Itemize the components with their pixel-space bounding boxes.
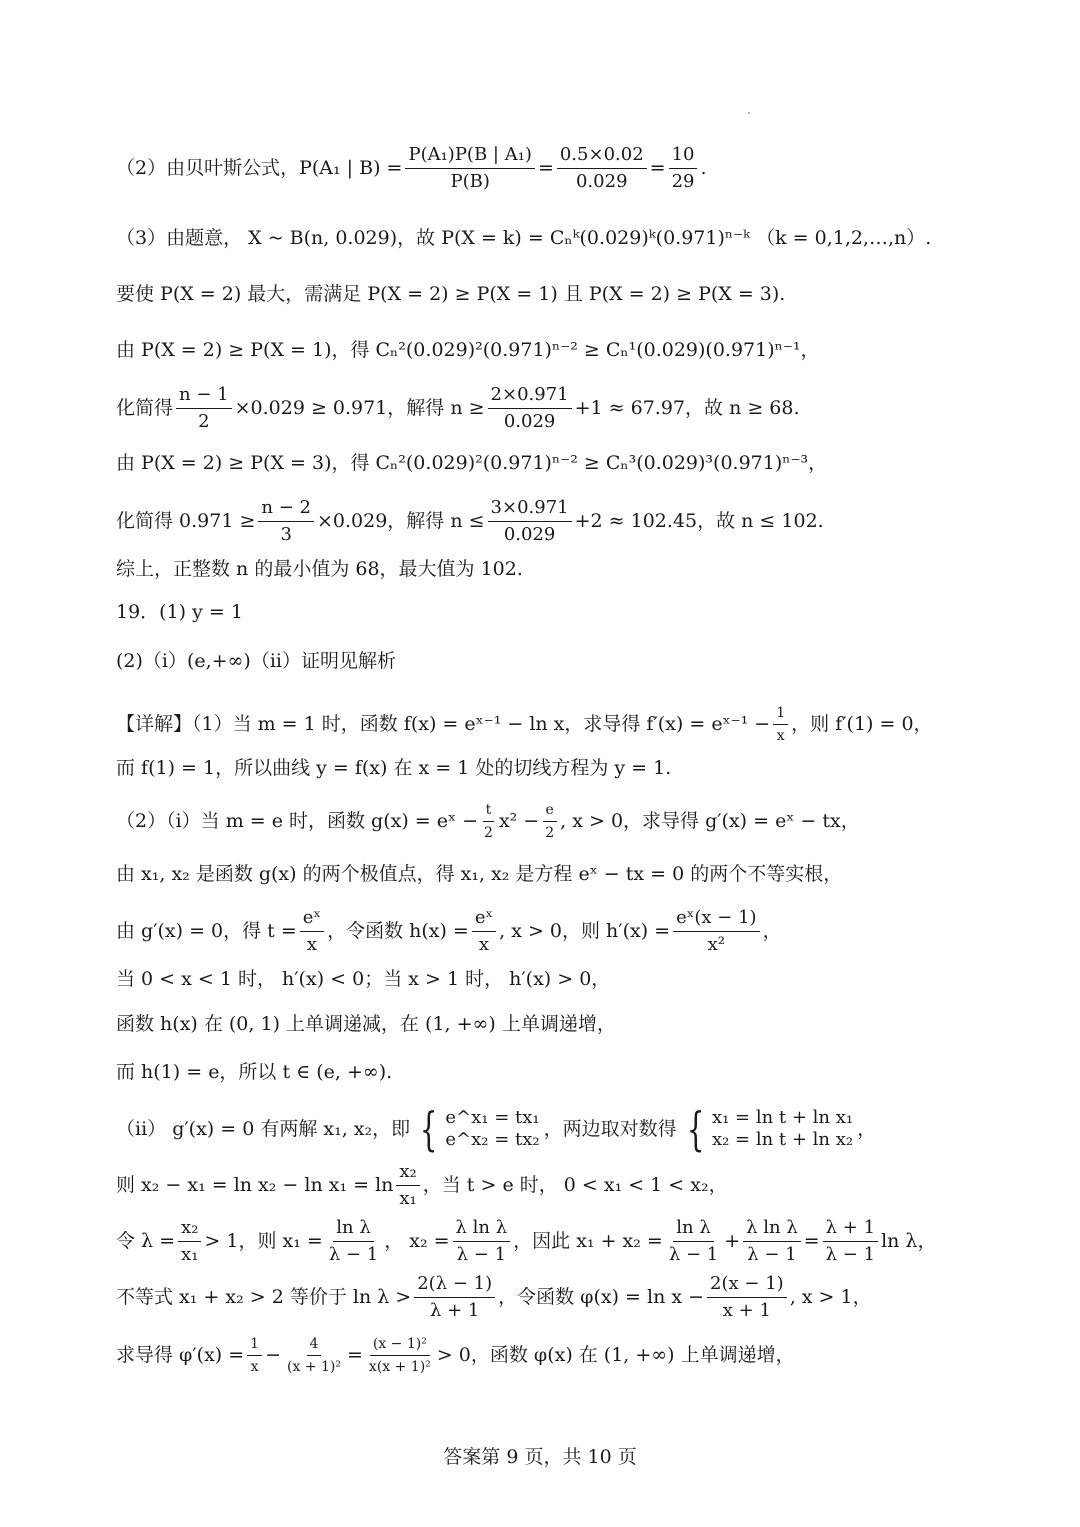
numerator: 2×0.971 [488,384,572,409]
fraction [666,1217,721,1266]
numerator: 4 [307,1335,322,1356]
fraction [488,384,572,433]
fraction [258,497,314,546]
numerator: 1 [773,704,788,725]
denominator: x + 1 [722,1299,771,1321]
line-monotone [116,1012,1040,1036]
text: （3）由题意， X ~ B(n, 0.029)，故 P(X = k) = Cₙᵏ(0.029)ᵏ(0.971)ⁿ⁻ᵏ （k = 0,1,2,…,n）. [116,227,932,249]
fraction [707,1273,787,1322]
text: 化简得 0.971 ≥ [116,510,256,532]
denominator: x² [707,933,726,955]
numerator: x₂ [178,1217,201,1242]
denominator: x(x + 1)² [368,1358,431,1375]
numerator: 3×0.971 [488,497,572,522]
denominator: λ + 1 [429,1299,480,1321]
fraction [673,907,759,956]
denominator: x₁ [399,1187,417,1209]
page-footer: 答案第 9 页，共 10 页 [443,1446,637,1468]
line-bayes [116,140,1040,196]
text: = [537,157,554,179]
denominator: 3 [280,523,292,545]
text: 19．(1) y = 1 [116,601,243,623]
text: ，两边取对数得 [543,1118,677,1140]
text: 综上，正整数 n 的最小值为 68，最大值为 102. [116,558,523,580]
denominator: x [250,1358,259,1375]
speck [748,112,750,114]
denominator: x [776,727,785,744]
text: + [724,1230,741,1252]
line-ineq-2 [116,451,1040,475]
text: x² − [498,810,540,832]
denominator: λ − 1 [456,1243,507,1265]
numerator: n − 1 [176,384,232,409]
denominator: 0.029 [503,410,556,432]
denominator: 0.029 [503,523,556,545]
text: > 0，函数 φ(x) 在 (1, +∞) 上单调递增， [436,1344,795,1366]
text: ln λ， [881,1230,937,1252]
denominator: x [478,933,490,955]
text: , x > 1， [789,1286,872,1308]
text: 要使 P(X = 2) 最大，需满足 P(X = 2) ≥ P(X = 1) 且 P(X = 2) ≥ P(X = 3). [116,283,786,305]
text: ，则 f′(1) = 0， [791,713,933,735]
fraction [414,1273,495,1322]
brace: { [419,1102,438,1156]
line-h-def [116,906,1040,956]
denominator: λ − 1 [668,1243,719,1265]
numerator: 1 [247,1335,262,1356]
text: （2）由贝叶斯公式，P(A₁ | B) = [116,157,403,179]
text: 不等式 x₁ + x₂ > 2 等价于 ln λ > [116,1286,412,1308]
line-q19-2 [116,649,1040,673]
system-row: e^x₂ = tx₂ [445,1129,540,1150]
fraction [773,704,788,745]
numerator: P(A₁)P(B | A₁) [405,144,534,169]
text: +2 ≈ 102.45，故 n ≤ 102. [574,510,824,532]
text: ×0.029，解得 n ≤ [316,510,485,532]
fraction [178,1217,201,1266]
fraction [669,144,698,193]
numerator: eˣ [300,907,324,932]
line-part-2i [116,796,1040,846]
text: ， x₂ = [384,1230,450,1252]
numerator: λ + 1 [823,1217,878,1242]
line-ineq-1 [116,338,1040,362]
fraction [481,801,496,842]
denominator: x [306,933,317,955]
text: 【详解】（1）当 m = 1 时，函数 f(x) = eˣ⁻¹ − ln x，求导得 f′(x) = eˣ⁻¹ − [116,713,771,735]
text: +1 ≈ 67.97，故 n ≥ 68. [574,397,800,419]
text: . [700,157,707,179]
line-q19-1 [116,600,1040,624]
fraction [326,1217,381,1266]
text: , x > 0，求导得 g′(x) = eˣ − tx， [560,810,860,832]
text: = [803,1230,820,1252]
text: 求导得 φ′(x) = [116,1344,245,1366]
fraction [488,497,572,546]
text: ×0.029 ≥ 0.971，解得 n ≥ [234,397,485,419]
text: ， [762,920,782,942]
text: 令 λ = [116,1230,176,1252]
system-row: e^x₁ = tx₁ [445,1107,540,1128]
text: 由 P(X = 2) ≥ P(X = 1)，得 Cₙ²(0.029)²(0.971)ⁿ⁻² ≥ Cₙ¹(0.029)(0.971)ⁿ⁻¹， [116,339,820,361]
fraction [743,1217,801,1266]
denominator: λ − 1 [328,1243,379,1265]
text: 而 h(1) = e，所以 t ∈ (e, +∞). [116,1061,393,1083]
fraction [542,801,557,842]
text: 由 x₁, x₂ 是函数 g(x) 的两个极值点，得 x₁, x₂ 是方程 eˣ − tx = 0 的两个不等实根， [116,863,843,885]
numerator: ln λ [673,1217,713,1242]
numerator: eˣ(x − 1) [673,907,759,932]
text: 而 f(1) = 1，所以曲线 y = f(x) 在 x = 1 处的切线方程为 y = 1. [116,757,672,779]
fraction [284,1335,344,1376]
numerator: eˣ [472,907,496,932]
fraction [247,1335,262,1376]
text: = [347,1344,363,1366]
denominator: x₁ [181,1243,199,1265]
text: ，令函数 φ(x) = ln x − [498,1286,705,1308]
text: （2）（i）当 m = e 时，函数 g(x) = eˣ − [116,810,479,832]
denominator: 2 [545,824,555,841]
text: 当 0 < x < 1 时， h′(x) < 0；当 x > 1 时， h′(x) > 0， [116,968,611,990]
numerator: x₂ [396,1161,419,1186]
text: ，当 t > e 时， 0 < x₁ < 1 < x₂， [422,1174,728,1196]
fraction [176,384,232,433]
denominator: P(B) [450,170,490,192]
fraction [453,1217,511,1266]
line-extrema [116,862,1040,886]
line-summary [116,557,1040,581]
text: （ii） g′(x) = 0 有两解 x₁, x₂，即 [116,1118,411,1140]
text: 由 P(X = 2) ≥ P(X = 3)，得 Cₙ²(0.029)²(0.971)ⁿ⁻² ≥ Cₙ³(0.029)³(0.971)ⁿ⁻³， [116,452,828,474]
line-binomial [116,226,1040,250]
text: ， [857,1118,877,1140]
text: 化简得 [116,397,174,419]
numerator: e [543,801,557,822]
line-derivative-phi [116,1330,1040,1380]
numerator: 10 [669,144,698,169]
numerator: n − 2 [258,497,314,522]
brace: { [686,1102,705,1156]
numerator: 0.5×0.02 [557,144,647,169]
text: 函数 h(x) 在 (0, 1) 上单调递减，在 (1, +∞) 上单调递增， [116,1013,616,1035]
text: 则 x₂ − x₁ = ln x₂ − ln x₁ = ln [116,1174,394,1196]
line-condition [116,282,1040,306]
text: (2)（i）(e,+∞)（ii）证明见解析 [116,650,397,672]
numerator: λ ln λ [743,1217,801,1242]
line-part-2ii [116,1104,1040,1154]
line-tangent [116,756,1040,780]
denominator: 2 [198,410,210,432]
line-simplify-2 [116,496,1040,546]
fraction [823,1217,878,1266]
numerator: ln λ [333,1217,373,1242]
system-row: x₂ = ln t + ln x₂ [711,1129,854,1150]
text: > 1，则 x₁ = [204,1230,323,1252]
fraction [396,1161,419,1210]
equation-system [681,1102,854,1156]
line-detail-1 [116,700,1040,748]
system-row: x₁ = ln t + ln x₁ [711,1107,854,1128]
denominator: λ − 1 [747,1243,797,1265]
text: , x > 0，则 h′(x) = [499,920,671,942]
denominator: (x + 1)² [287,1358,341,1375]
text: ，令函数 h(x) = [327,920,469,942]
numerator: (x − 1)² [370,1335,430,1356]
numerator: 2(λ − 1) [414,1273,495,1298]
numerator: t [483,801,495,822]
line-equivalent [116,1272,1040,1322]
line-sign [116,967,1040,991]
denominator: λ − 1 [825,1243,876,1265]
fraction [472,907,496,956]
text: 由 g′(x) = 0，得 t = [116,920,297,942]
denominator: 29 [671,170,695,192]
numerator: 2(x − 1) [707,1273,787,1298]
text: − [265,1344,282,1366]
text: ，因此 x₁ + x₂ = [513,1230,663,1252]
line-simplify-1 [116,383,1040,433]
fraction [366,1335,434,1376]
fraction [300,907,324,956]
numerator: λ ln λ [453,1217,511,1242]
line-lambda [116,1216,1040,1266]
denominator: 0.029 [575,170,628,192]
denominator: 2 [484,824,493,841]
fraction [557,144,647,193]
fraction [405,144,534,193]
line-range [116,1060,1040,1084]
line-difference [116,1160,1040,1210]
equation-system [414,1102,540,1156]
text: = [649,157,666,179]
